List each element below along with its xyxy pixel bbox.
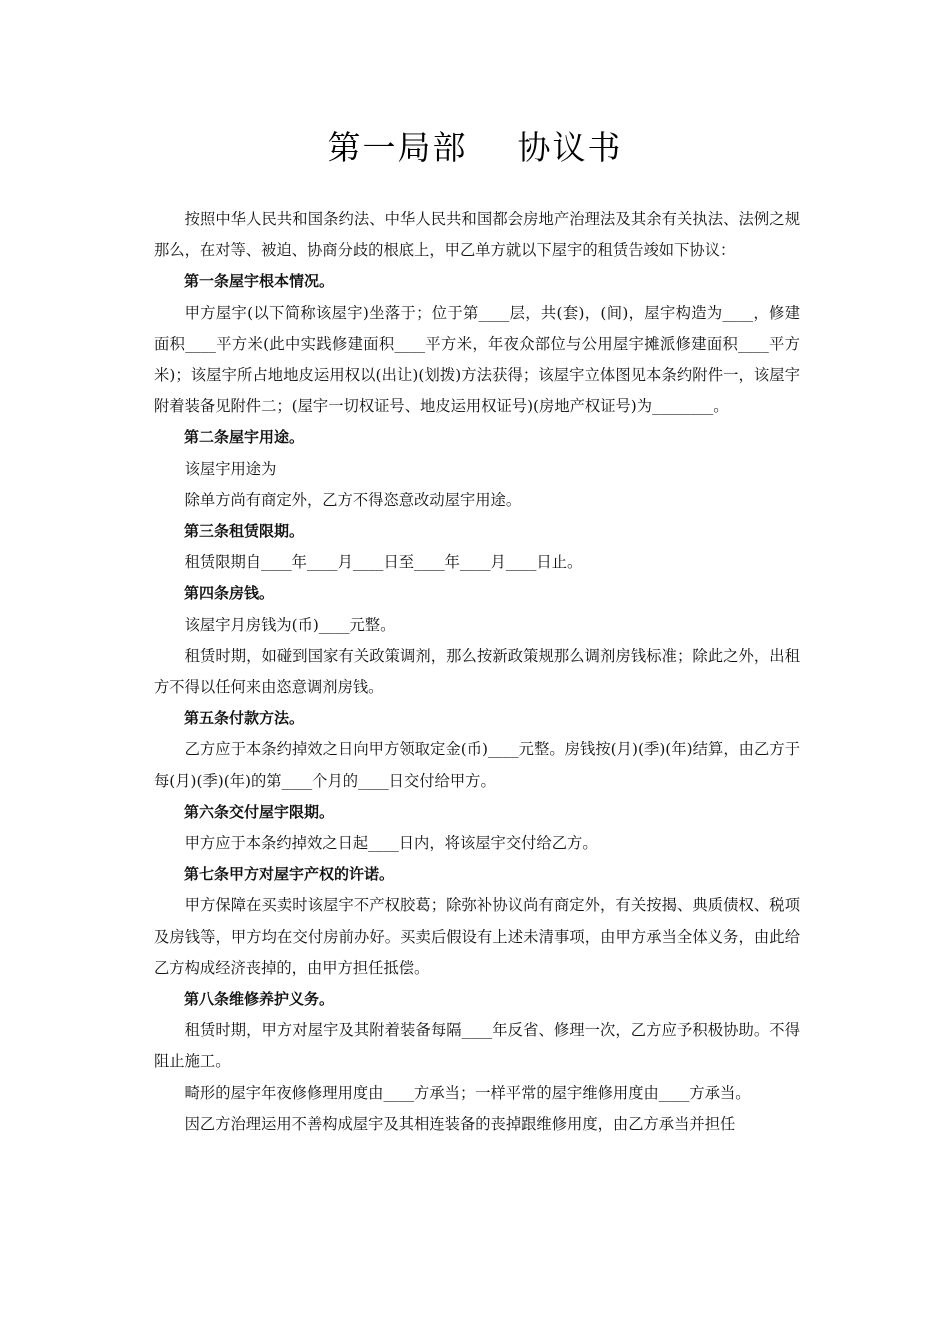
paragraph: 按照中华人民共和国条约法、中华人民共和国都会房地产治理法及其余有关执法、法例之规那么，在对等、被迫、协商分歧的根底上，甲乙单方就以下屋宇的租赁告竣如下协议： — [154, 210, 800, 260]
paragraph: 该屋宇用途为 — [184, 459, 277, 478]
article-heading: 第二条屋宇用途。 — [184, 428, 305, 447]
article-heading: 第三条租赁限期。 — [184, 522, 305, 541]
document-body — [154, 204, 800, 1140]
article-heading: 第一条屋宇根本情况。 — [184, 272, 335, 291]
paragraph: 甲方保障在买卖时该屋宇不产权胶葛；除弥补协议尚有商定外，有关按揭、典质债权、税项及房钱等，甲方均在交付房前办好。买卖后假设有上述未清事项，由甲方承当全体义务，由此给乙方构成经济丧掉的，由甲方担任抵偿。 — [154, 896, 800, 977]
paragraph: 除单方尚有商定外，乙方不得恣意改动屋宇用途。 — [184, 490, 522, 509]
article-heading: 第四条房钱。 — [184, 584, 275, 603]
paragraph: 租赁时期，如碰到国家有关政策调剂，那么按新政策规那么调剂房钱标准；除此之外，出租方不得以任何来由恣意调剂房钱。 — [154, 646, 800, 697]
paragraph: 因乙方治理运用不善构成屋宇及其相连装备的丧掉跟维修用度，由乙方承当并担任 — [184, 1114, 736, 1133]
paragraph: 租赁限期自____年____月____日至____年____月____日止。 — [184, 553, 583, 572]
article-heading: 第八条维修养护义务。 — [184, 990, 335, 1009]
paragraph: 该屋宇月房钱为(币)____元整。 — [184, 615, 396, 634]
paragraph: 甲方屋宇(以下简称该屋宇)坐落于；位于第____层，共(套)，(间)，屋宇构造为____，修建面积____平方米(此中实践修建面积____平方米，年夜众部位与公用屋宇摊派修建面积____平方米)；该屋宇所占地地皮运用权以(出让)(划拨)方法获得；该屋宇立体图见本条约附件一，该屋宇附着装备见附件二；(屋宇一切权证号、地皮运用权证号)(房地产权证号)为________。 — [154, 303, 800, 416]
article-heading: 第六条交付屋宇限期。 — [184, 802, 335, 821]
paragraph: 甲方应于本条约掉效之日起____日内，将该屋宇交付给乙方。 — [184, 834, 598, 853]
paragraph: 畸形的屋宇年夜修修理用度由____方承当；一样平常的屋宇维修用度由____方承当。 — [184, 1083, 751, 1102]
document-title: 第一局部 协议书 — [327, 128, 623, 167]
article-heading: 第五条付款方法。 — [184, 709, 305, 728]
paragraph: 乙方应于本条约掉效之日向甲方领取定金(币)____元整。房钱按(月)(季)(年)结算，由乙方于每(月)(季)(年)的第____个月的____日交付给甲方。 — [154, 740, 800, 790]
article-heading: 第七条甲方对屋宇产权的许诺。 — [184, 865, 395, 884]
paragraph: 租赁时期，甲方对屋宇及其附着装备每隔____年反省、修理一次，乙方应予积极协助。不得阻止施工。 — [154, 1021, 800, 1071]
